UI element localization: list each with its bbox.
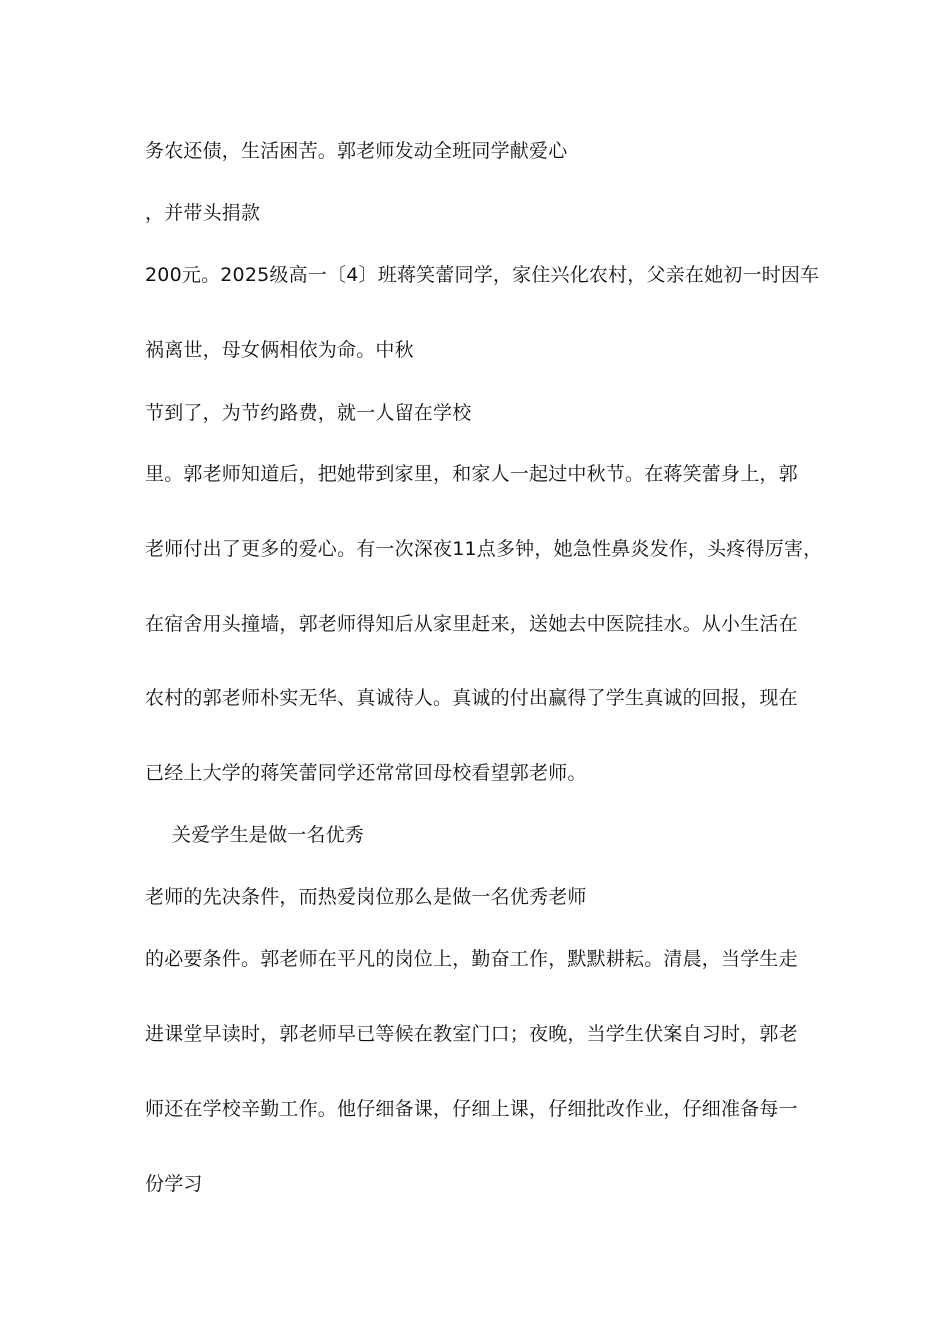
text-line: 的必要条件。郭老师在平凡的岗位上，勤奋工作，默默耕耘。清晨，当学生走 [145, 948, 798, 970]
paragraph-start-line: 关爱学生是做一名优秀 [172, 824, 365, 846]
text-line: 农村的郭老师朴实无华、真诚待人。真诚的付出赢得了学生真诚的回报，现在 [145, 687, 798, 709]
text-line: 老师的先决条件，而热爱岗位那么是做一名优秀老师 [145, 886, 587, 908]
text-line: 已经上大学的蒋笑蕾同学还常常回母校看望郭老师。 [145, 762, 587, 784]
text-line: 在宿舍用头撞墙，郭老师得知后从家里赶来，送她去中医院挂水。从小生活在 [145, 613, 798, 635]
text-line: 份学习 [145, 1173, 203, 1195]
text-line: 祸离世，母女俩相依为命。中秋 [145, 339, 414, 361]
text-line: 进课堂早读时，郭老师早已等候在教室门口；夜晚，当学生伏案自习时，郭老 [145, 1023, 798, 1045]
text-line: ，并带头捐款 [145, 202, 261, 224]
text-line: 师还在学校辛勤工作。他仔细备课，仔细上课，仔细批改作业，仔细准备每一 [145, 1098, 798, 1120]
text-line: 200元。2025级高一〔4〕班蒋笑蕾同学，家住兴化农村，父亲在她初一时因车 [145, 264, 820, 286]
text-line: 里。郭老师知道后，把她带到家里，和家人一起过中秋节。在蒋笑蕾身上，郭 [145, 463, 798, 485]
text-line: 节到了，为节约路费，就一人留在学校 [145, 402, 472, 424]
text-line: 务农还债，生活困苦。郭老师发动全班同学献爱心 [145, 140, 568, 162]
text-line: 老师付出了更多的爱心。有一次深夜11点多钟，她急性鼻炎发作，头疼得厉害， [145, 538, 823, 560]
